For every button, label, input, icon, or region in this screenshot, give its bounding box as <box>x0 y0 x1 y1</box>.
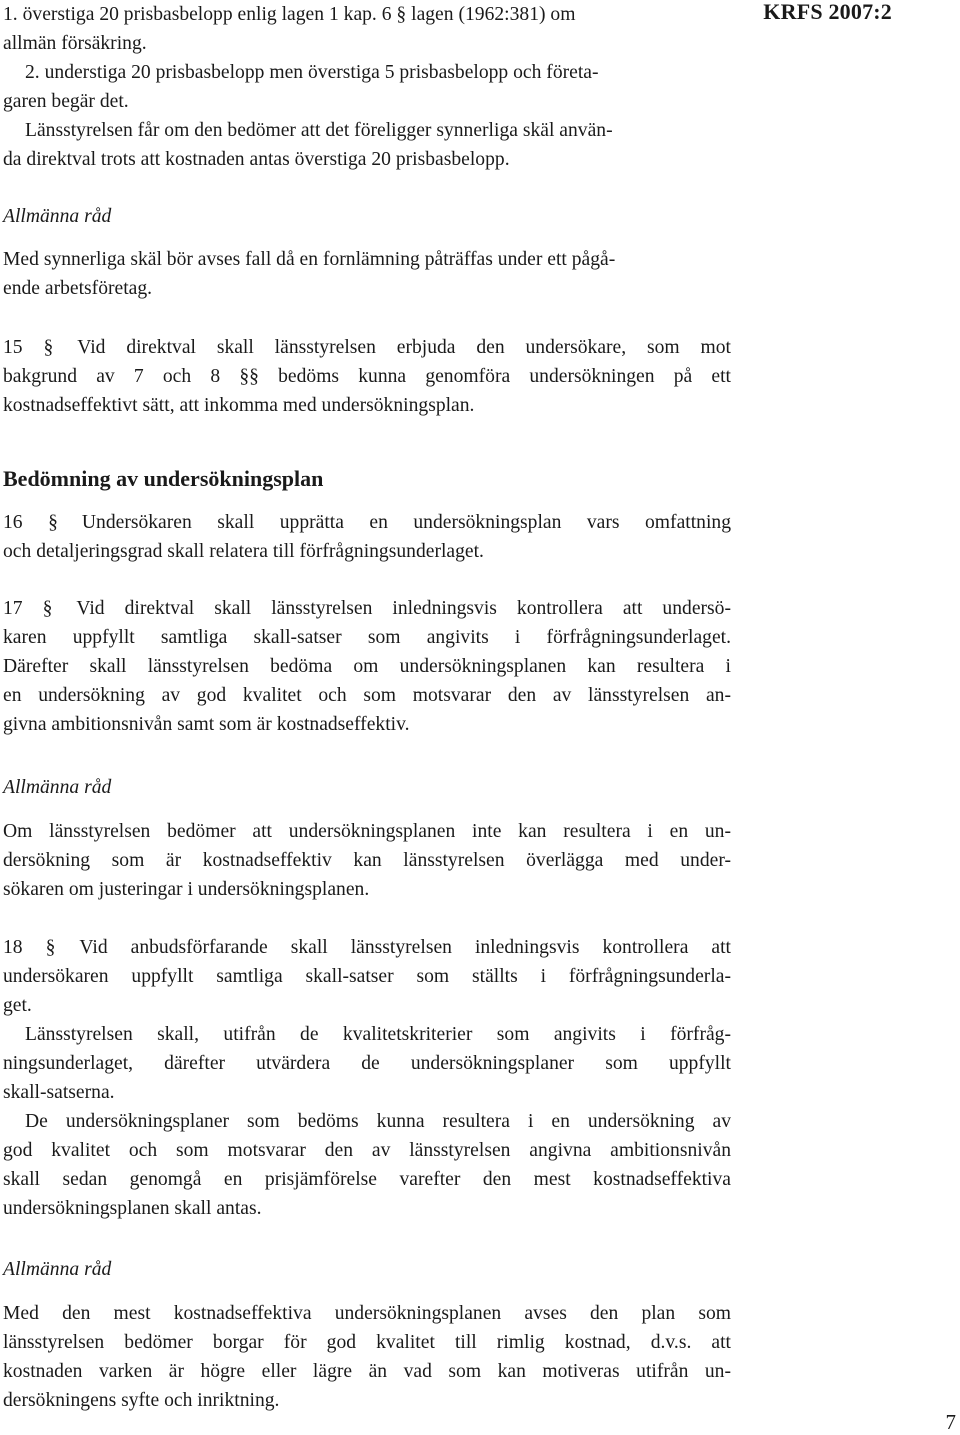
text-line: Vid anbudsförfarande skall länsstyrelsen inledningsvis kontrollera att <box>79 937 731 958</box>
paragraph-17 <box>3 594 731 739</box>
text-line: 1. överstiga 20 prisbasbelopp enlig lagen 1 kap. 6 § lagen (1962:381) om <box>3 4 576 25</box>
text-line: 2. understiga 20 prisbasbelopp men överstiga 5 prisbasbelopp och företa- <box>25 62 599 83</box>
text-line: De undersökningsplaner som bedöms kunna resultera i en undersökning av <box>25 1111 731 1132</box>
text-line: Om länsstyrelsen bedömer att undersökningsplanen inte kan resultera i en un- <box>3 821 731 842</box>
text-line: undersökningsplanen skall antas. <box>3 1198 262 1219</box>
general-advice-text <box>3 245 731 303</box>
text-line: Undersökaren skall upprätta en undersökningsplan vars omfattning <box>81 512 731 533</box>
text-line: Länsstyrelsen skall, utifrån de kvalitetskriterier som angivits i förfråg- <box>25 1024 731 1045</box>
text-line: dersökning som är kostnadseffektiv kan länsstyrelsen överlägga med under- <box>3 850 731 871</box>
text-line: bakgrund av 7 och 8 §§ bedöms kunna genomföra undersökningen på ett <box>3 366 731 387</box>
text-line: ningsunderlaget, därefter utvärdera de undersökningsplaner som uppfyllt <box>3 1053 731 1074</box>
paragraph-number: 15 § <box>3 337 54 358</box>
text-line: Därefter skall länsstyrelsen bedöma om undersökningsplanen kan resultera i <box>3 656 731 677</box>
general-advice-text <box>3 817 731 904</box>
page-number: 7 <box>945 1410 956 1434</box>
text-line: ende arbetsföretag. <box>3 278 153 299</box>
text-line: kostnadseffektivt sätt, att inkomma med undersökningsplan. <box>3 395 475 416</box>
intro-block <box>3 0 731 174</box>
text-line: och detaljeringsgrad skall relatera till förfrågningsunderlaget. <box>3 541 484 562</box>
text-line: dersökningens syfte och inriktning. <box>3 1390 280 1411</box>
paragraph-first-line <box>3 508 731 537</box>
text-line: Med den mest kostnadseffektiva undersökningsplanen avses den plan som <box>3 1303 731 1324</box>
paragraph-first-line <box>3 594 731 623</box>
text-line: Vid direktval skall länsstyrelsen inledningsvis kontrollera att undersö- <box>76 598 731 619</box>
paragraph-18 <box>3 933 731 1223</box>
text-line: skall sedan genomgå en prisjämförelse varefter den mest kostnadseffektiva <box>3 1169 731 1190</box>
text-line: Vid direktval skall länsstyrelsen erbjuda den undersökare, som mot <box>77 337 731 358</box>
general-advice-text <box>3 1299 731 1415</box>
paragraph-number: 18 § <box>3 937 56 958</box>
paragraph-number: 16 § <box>3 512 58 533</box>
section-heading: Bedömning av undersökningsplan <box>3 466 324 491</box>
paragraph-15 <box>3 333 731 420</box>
general-advice-heading: Allmänna råd <box>3 1259 112 1280</box>
text-line: god kvalitet och som motsvarar den av länsstyrelsen angivna ambitionsnivån <box>3 1140 731 1161</box>
text-line: karen uppfyllt samtliga skall-satser som angivits i förfrågningsunderlaget. <box>3 627 731 648</box>
paragraph-number: 17 § <box>3 598 53 619</box>
document-id: KRFS 2007:2 <box>763 0 892 24</box>
text-line: Länsstyrelsen får om den bedömer att det föreligger synnerliga skäl använ- <box>25 120 613 141</box>
text-line: garen begär det. <box>3 91 129 112</box>
text-line: undersökaren uppfyllt samtliga skall-satser som ställts i förfrågningsunderla- <box>3 966 731 987</box>
text-line: sökaren om justeringar i undersökningsplanen. <box>3 879 370 900</box>
general-advice-heading: Allmänna råd <box>3 206 112 227</box>
text-line: givna ambitionsnivån samt som är kostnadseffektiv. <box>3 714 410 735</box>
paragraph-first-line <box>3 933 731 962</box>
general-advice-heading: Allmänna råd <box>3 777 112 798</box>
text-line: get. <box>3 995 32 1016</box>
text-line: allmän försäkring. <box>3 33 147 54</box>
text-line: kostnaden varken är högre eller lägre än vad som kan motiveras utifrån un- <box>3 1361 731 1382</box>
text-line: da direktval trots att kostnaden antas överstiga 20 prisbasbelopp. <box>3 149 510 170</box>
text-line: Med synnerliga skäl bör avses fall då en fornlämning påträffas under ett pågå- <box>3 249 616 270</box>
text-line: skall-satserna. <box>3 1082 115 1103</box>
text-line: en undersökning av god kvalitet och som motsvarar den av länsstyrelsen an- <box>3 685 731 706</box>
text-line: länsstyrelsen bedömer borgar för god kvalitet till rimlig kostnad, d.v.s. att <box>3 1332 731 1353</box>
paragraph-16 <box>3 508 731 566</box>
paragraph-first-line <box>3 333 731 362</box>
